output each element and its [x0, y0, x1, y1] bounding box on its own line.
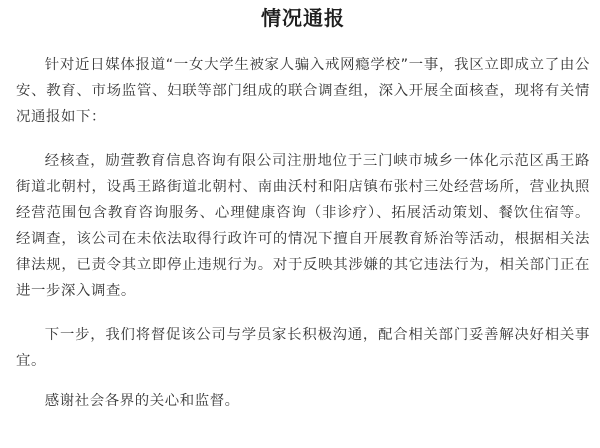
paragraph-findings: 经核查，励萱教育信息咨询有限公司注册地位于三门峡市城乡一体化示范区禹王路街道北朝村，设禹王路街道北朝村、南曲沃村和阳店镇布张村三处经营场所，营业执照经营范围包含教育咨询服务、心理健康咨询（非诊疗）、拓展活动策划、餐饮住宿等。经调查，该公司在未依法取得行政许可的情况下擅自开展教育矫治等活动，根据相关法律法规，已责令其立即停止违规行为。对于反映其涉嫌的其它违法行为，相关部门正在进一步深入调查。: [16, 153, 590, 299]
paragraph-intro: 针对近日媒体报道“一女大学生被家人骗入戒网瘾学校”一事，我区立即成立了由公安、教育、市场监管、妇联等部门组成的联合调查组，深入开展全面核查，现将有关情况通报如下：: [16, 57, 590, 125]
paragraph-next-steps: 下一步，我们将督促该公司与学员家长积极沟通，配合相关部门妥善解决好相关事宜。: [16, 327, 590, 369]
paragraph-thanks: 感谢社会各界的关心和监督。: [44, 393, 240, 409]
document-title: 情况通报: [261, 6, 345, 30]
